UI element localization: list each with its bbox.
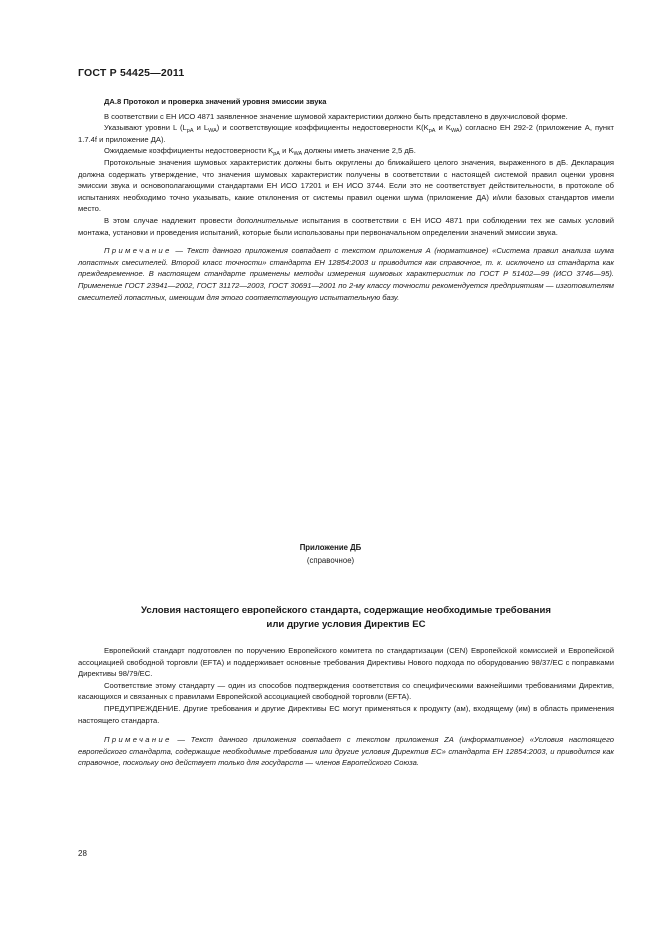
appendix-type: (справочное) [306,556,355,565]
paragraph-levels: Указывают уровни L ($L_{pA}$ и $L_{WA}$) и соответствующие коэффициенты недостоверности $K(K_{pA}$ и $K_{WA}$) согласно ЕН 292-2 (приложение А, пункт 1.7.4f и приложение ДА). [78,123,614,144]
appendix-label: Приложение ДБ [299,543,362,552]
paragraph-uncertainty: Ожидаемые коэффициенты недостоверности $K_{pA}$ и $K_{WA}$ должны иметь значение 2,5 дБ. [104,146,416,158]
paragraph: Европейский стандарт подготовлен по поручению Европейского комитета по стандартизации (CEN) Европейской комиссией и Европейской ассоциацией свободной торговли (EFTA) и поддерживает основные требования Директивы Нового подхода по оборудованию 98/37/ЕС с поправками Директивы 98/79/ЕС. [78,646,614,679]
standard-header: ГОСТ Р 54425—2011 [78,67,185,79]
paragraph-warning: ПРЕДУПРЕЖДЕНИЕ. Другие требования и другие Директивы ЕС могут применяться к продукту (ам), входящему (им) в область применения настоящего стандарта. [78,703,614,725]
appendix-title-line2: или другие условия Директив ЕС [266,619,426,630]
note-label: Примечание [104,735,172,745]
page-number: 28 [78,849,87,858]
paragraph: В соответствии с ЕН ИСО 4871 заявленное значение шумовой характеристики должно быть представлено в двухчисловой форме. [104,111,568,121]
note: Примечание — Текст данного приложения совпадает с текстом приложения А (нормативное) «Система правил анализа шума лопастных смесителей. Второй класс точности» стандарта ЕН 12854:2003 и приводится как справочное, т. к. исключено из стандарта как преждевременное. В настоящем стандарте применены методы измерения шумовых характеристик по ГОСТ Р 51402—99 (ИСО 3746—95). Применение ГОСТ 23941—2002, ГОСТ 31172—2003, ГОСТ 30691—2001 по 2-му классу точности рекомендуется предприятиям — изготовителям смесителей лопастных, имеющим для этого соответствующую испытательную базу. [78,246,614,302]
appendix-title-line1: Условия настоящего европейского стандарта, содержащие необходимые требования [141,605,551,616]
note-label: Примечание [104,246,172,256]
appendix-body [78,645,614,769]
paragraph: Соответствие этому стандарту — один из способов подтверждения соответствия со специфическими важнейшими требованиями Директив, касающихся и связанных с правилами Европейской ассоциацией свободной торговли (EFTA). [78,680,614,702]
paragraph-additional: В этом случае надлежит провести дополнительные испытания в соответствии с ЕН ИСО 4871 при соблюдении тех же самых условий монтажа, установки и проведения испытаний, которые были использованы при первоначальном определении значений эмиссии звука. [78,215,614,237]
paragraph: Протокольные значения шумовых характеристик должны быть округлены до ближайшего целого значения, выраженного в дБ. Декларация должна содержать утверждение, что значения шумовых характеристик получены в соответствии с настоящей системой правил оценки уровня эмиссии звука и основополагающими стандартами ЕН ИСО 17201 и ЕН ИСО 3744. Если это не соответствует действительности, в протоколе об испытаниях необходимо точно указывать, какие отклонения от системы правил оценки шума (приложение ДА) и/или базовых стандартов имели место. [78,157,614,214]
note: Примечание — Текст данного приложения совпадает с текстом приложения ZA (информативное) «Условия настоящего европейского стандарта, содержащие необходимые требования или другие условия Директив ЕС» стандарта ЕН 12854:2003, и приводится как справочное, поскольку оно действует только для государств — членов Европейского Союза. [78,735,614,768]
section-da8 [78,96,614,303]
section-da8-title: ДА.8 Протокол и проверка значений уровня эмиссии звука [104,97,327,106]
